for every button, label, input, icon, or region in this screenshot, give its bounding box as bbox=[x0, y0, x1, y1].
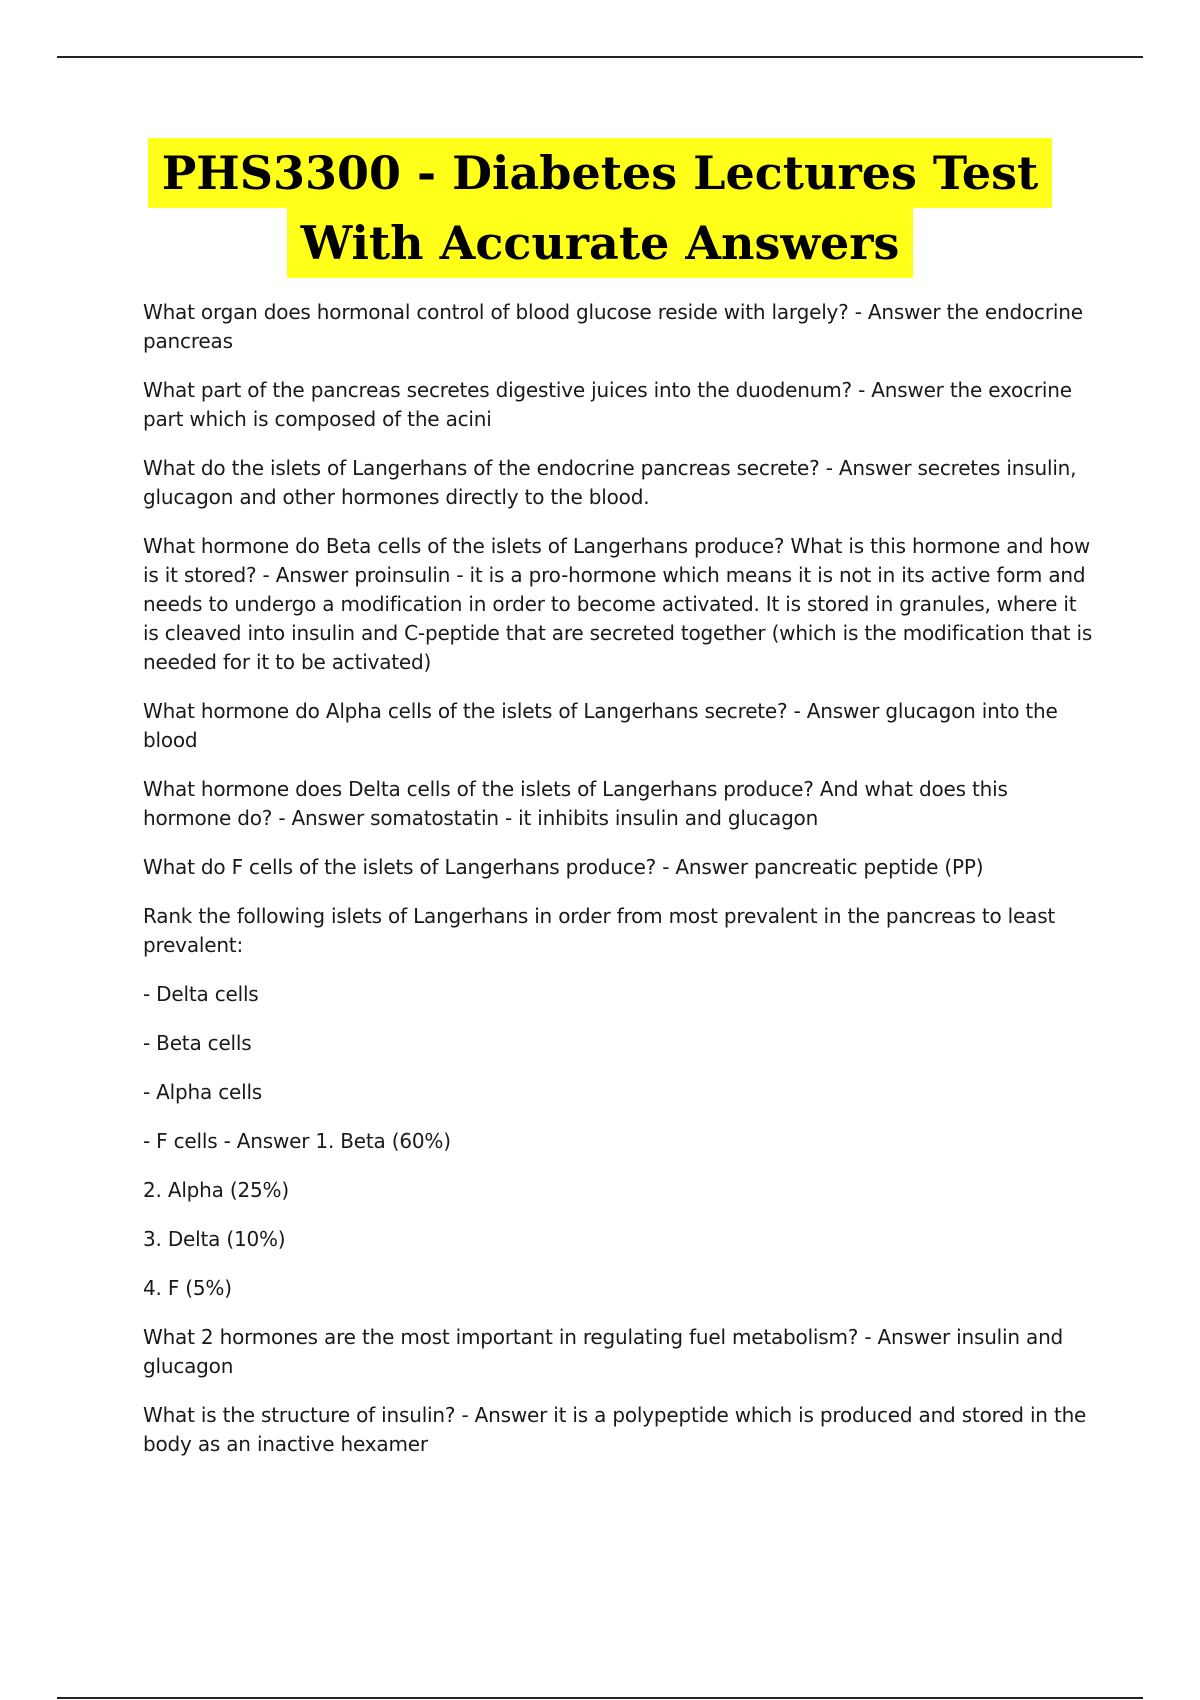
title-line-2: With Accurate Answers bbox=[287, 208, 914, 278]
qa-paragraph: Rank the following islets of Langerhans in order from most prevalent in the pancreas to least prevalent: bbox=[143, 904, 1056, 957]
qa-paragraph: What is the structure of insulin? - Answer it is a polypeptide which is produced and stored in the body as an inactive hexamer bbox=[143, 1403, 1087, 1456]
top-divider bbox=[57, 56, 1143, 58]
qa-paragraph: What 2 hormones are the most important in regulating fuel metabolism? - Answer insulin and glucagon bbox=[143, 1325, 1064, 1378]
qa-paragraph: What hormone do Alpha cells of the islets of Langerhans secrete? - Answer glucagon into the blood bbox=[143, 699, 1058, 752]
qa-paragraph: What hormone do Beta cells of the islets of Langerhans produce? What is this hormone and how is it stored? - Answer proinsulin - it is a pro-hormone which means it is not in its active form and needs to undergo a modification in order to become activated. It is stored in granules, where it is cleaved into insulin and C-peptide that are secreted together (which is the modification that is needed for it to be activated) bbox=[143, 534, 1093, 674]
qa-content bbox=[143, 298, 1093, 1479]
title-line-1: PHS3300 - Diabetes Lectures Test bbox=[148, 138, 1053, 208]
bottom-divider bbox=[57, 1697, 1143, 1699]
qa-paragraph: What part of the pancreas secretes digestive juices into the duodenum? - Answer the exocrine part which is composed of the acini bbox=[143, 378, 1072, 431]
qa-paragraph: What do F cells of the islets of Langerhans produce? - Answer pancreatic peptide (PP) bbox=[143, 855, 984, 879]
qa-paragraph: What do the islets of Langerhans of the endocrine pancreas secrete? - Answer secretes insulin, glucagon and other hormones directly to the blood. bbox=[143, 456, 1077, 509]
list-item: 2. Alpha (25%) bbox=[143, 1178, 289, 1202]
list-item: 4. F (5%) bbox=[143, 1276, 232, 1300]
list-item: - F cells - Answer 1. Beta (60%) bbox=[143, 1129, 451, 1153]
list-item: - Delta cells bbox=[143, 982, 259, 1006]
qa-paragraph: What hormone does Delta cells of the islets of Langerhans produce? And what does this hormone do? - Answer somatostatin - it inhibits insulin and glucagon bbox=[143, 777, 1008, 830]
qa-paragraph: What organ does hormonal control of blood glucose reside with largely? - Answer the endocrine pancreas bbox=[143, 300, 1083, 353]
document-title bbox=[0, 138, 1200, 278]
list-item: - Alpha cells bbox=[143, 1080, 263, 1104]
list-item: - Beta cells bbox=[143, 1031, 252, 1055]
list-item: 3. Delta (10%) bbox=[143, 1227, 286, 1251]
